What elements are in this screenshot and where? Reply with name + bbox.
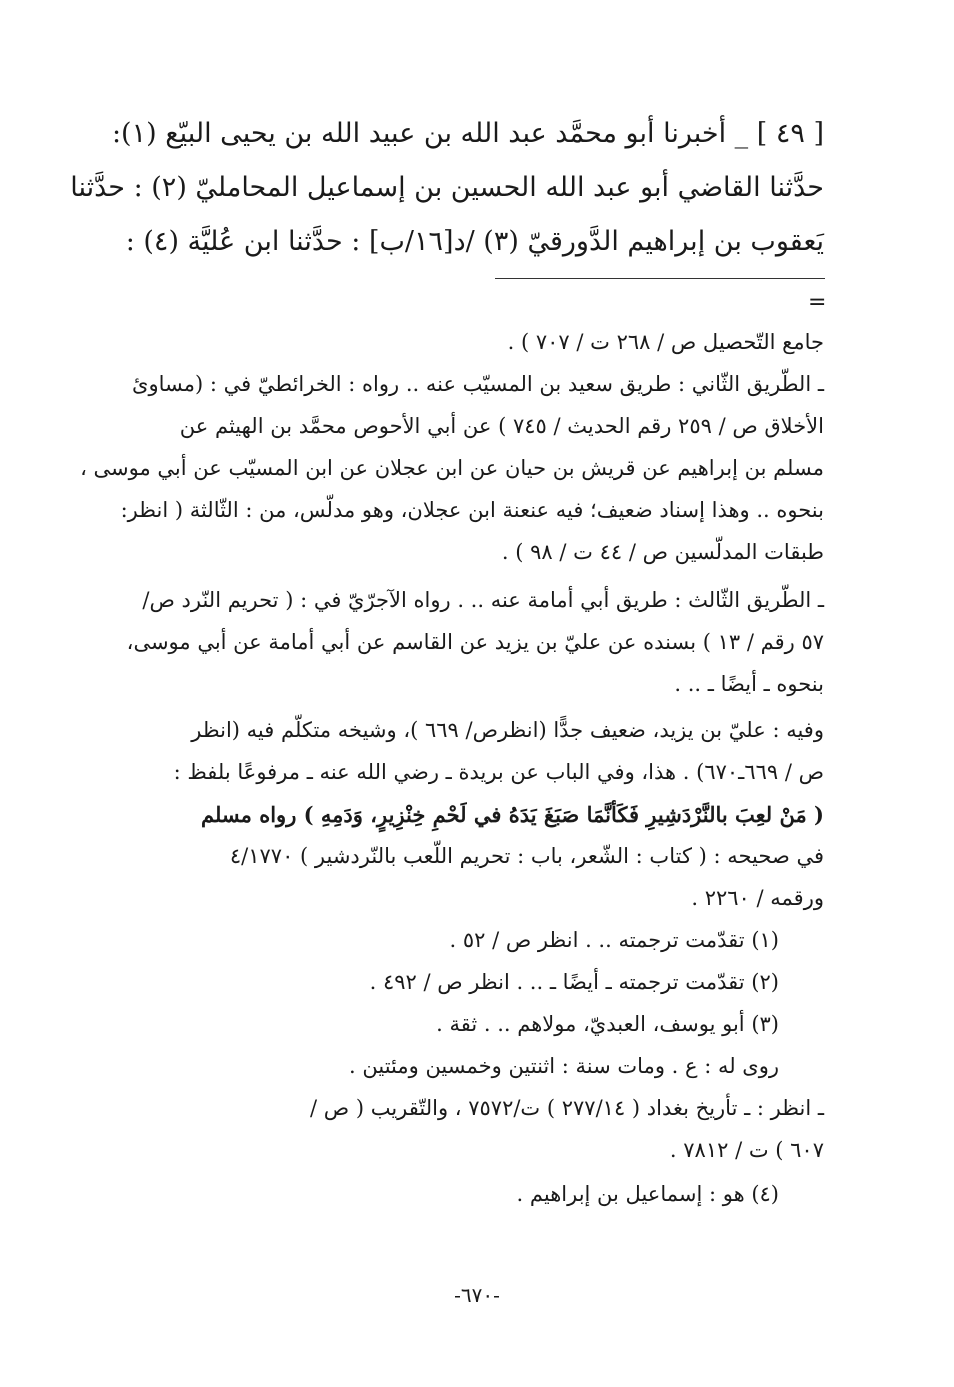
hadith-line-1: [ ٤٩ ] _ أخبرنا أبو محمَّد عبد الله بن عبيد الله بن يحيى البيّع (١):	[111, 118, 824, 149]
commentary-line-13: في صحيحه : ( كتاب : الشّعر، باب : تحريم اللّعب بالنّردشير ) ٤/١٧٧٠	[229, 844, 824, 868]
commentary-line-1: جامع التّحصيل ص / ٢٦٨ ت / ٧٠٧ ) .	[507, 330, 824, 354]
footnote-3-line-4: ٦٠٧ ) ت / ٧٨١٢ .	[669, 1138, 824, 1162]
commentary-line-8: ٥٧ رقم / ١٣ ) بسنده عن عليّ بن يزيد عن القاسم عن أبي أمامة عن أبي موسى،	[126, 630, 824, 654]
footnote-2: (٢) تقدّمت ترجمته ـ أيضًا ـ .. . انظر ص / ٤٩٢ .	[369, 970, 779, 994]
commentary-line-14: ورقمه / ٢٢٦٠ .	[691, 886, 824, 910]
commentary-line-10: وفيه : عليّ بن يزيد، ضعيف جدًّا (انظرص/ ٦٦٩ )، وشيخه متكلّم فيه (انظر	[191, 718, 824, 742]
commentary-line-2: ـ الطّريق الثّاني : طريق سعيد بن المسيّب عنه .. رواه : الخرائطيّ في : (مساوئ	[132, 372, 824, 396]
commentary-line-9: بنحوه ـ أيضًا ـ .. .	[674, 672, 824, 696]
commentary-line-4: مسلم بن إبراهيم عن قريش بن حيان عن ابن عجلان عن ابن المسيّب عن أبي موسى ،	[80, 456, 824, 480]
footnote-1: (١) تقدّمت ترجمته .. . انظر ص / ٥٢ .	[449, 928, 779, 952]
footnote-4: (٤) هو : إسماعيل بن إبراهيم .	[516, 1182, 779, 1206]
hadith-line-2: حدَّثنا القاضي أبو عبد الله الحسين بن إسماعيل المحامليّ (٢) : حدَّثنا	[70, 172, 824, 203]
commentary-line-11: ص / ٦٦٩ـ٦٧٠) . هذا، وفي الباب عن بريدة ـ رضي الله عنه ـ مرفوعًا بلفظ :	[173, 760, 824, 784]
hadith-line-3: يَعقوب بن إبراهيم الدَّورقيّ (٣) /د[١٦/ب] : حدَّثنا ابن عُليَّة (٤) :	[125, 226, 824, 257]
commentary-line-7: ـ الطّريق الثّالث : طريق أبي أمامة عنه .. . رواه الآجرّيّ في : ( تحريم النّرد ص/	[142, 588, 824, 612]
footnote-separator	[495, 278, 825, 279]
commentary-line-5: بنحوه .. وهذا إسناد ضعيف؛ فيه عنعنة ابن عجلان، وهو مدلّس، من : الثّالثة ( انظر:	[120, 498, 824, 522]
commentary-line-6: طبقات المدلّسين ص / ٤٤ ت / ٩٨ ) .	[501, 540, 824, 564]
footnote-3-line-2: روى له : ع . ومات سنة : اثنتين وخمسين ومئتين .	[349, 1054, 779, 1078]
commentary-line-3: الأخلاق ص / ٢٥٩ رقم الحديث / ٧٤٥ ) عن أبي الأحوص محمَّد بن الهيثم عن	[179, 414, 824, 438]
page-number: -٦٧٠-	[454, 1283, 500, 1307]
footnote-3: (٣) أبو يوسف، العبديّ، مولاهم .. . ثقة .	[436, 1012, 779, 1036]
footnote-3-line-3: ـ انظر : ـ تأريخ بغداد ( ٢٧٧/١٤ ) ت/٧٥٧٢ ، والتّقريب ( ص /	[310, 1096, 824, 1120]
continuation-mark: =	[808, 290, 827, 315]
commentary-line-12: ( مَنْ لعِبَ بالنَّرْدَشِيرِ فَكَأنَّمَا صَبَغَ يَدَهُ في لَحْمِ خِنْزِيرٍ، وَدَمِهِ ) رواه مسلم	[201, 802, 824, 827]
